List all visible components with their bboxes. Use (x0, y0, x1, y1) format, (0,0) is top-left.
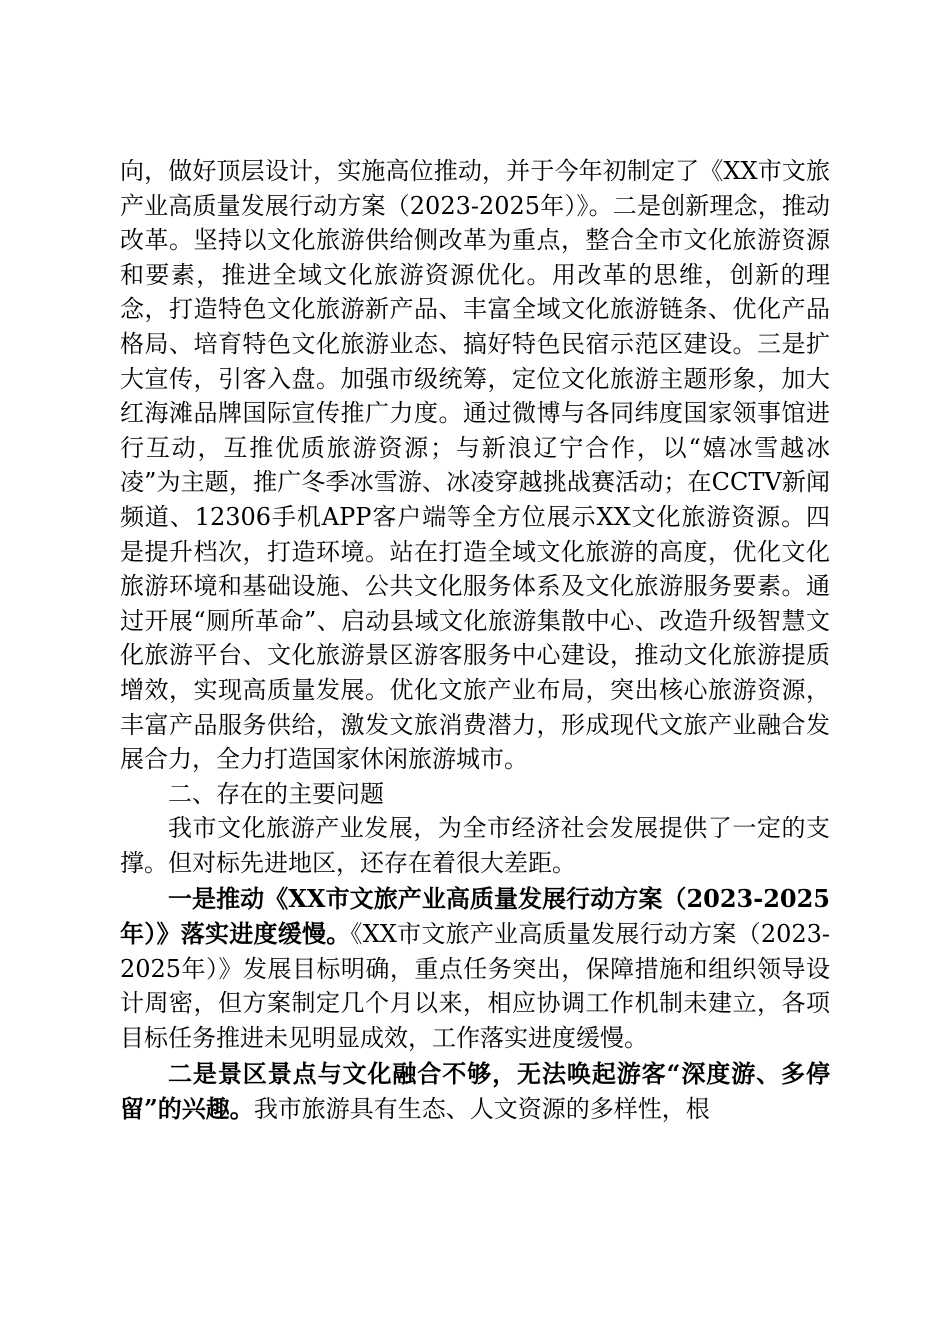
section-heading: 二、存在的主要问题 (168, 779, 384, 808)
body-paragraph-continued: 向，做好顶层设计，实施高位推动，并于今年初制定了《XX市文旅产业高质量发展行动方案（2023-2025年）》。二是创新理念，推动改革。坚持以文化旅游供给侧改革为重点，整合全市文化旅游资源和要素，推进全域文化旅游资源优化。用改革的思维，创新的理念，打造特色文化旅游新产品、丰富全域文化旅游链条、优化产品格局、培育特色文化旅游业态、搞好特色民宿示范区建设。三是扩大宣传，引客入盘。加强市级统筹，定位文化旅游主题形象，加大红海滩品牌国际宣传推广力度。通过微博与各同纬度国家领事馆进行互动，互推优质旅游资源；与新浪辽宁合作，以“嬉冰雪越冰凌”为主题，推广冬季冰雪游、冰凌穿越挑战赛活动；在CCTV新闻频道、12306手机APP客户端等全方位展示XX文化旅游资源。四是提升档次，打造环境。站在打造全域文化旅游的高度，优化文化旅游环境和基础设施、公共文化服务体系及文化旅游服务要素。通过开展“厕所革命”、启动县域文化旅游集散中心、改造升级智慧文化旅游平台、文化旅游景区游客服务中心建设，推动文化旅游提质增效，实现高质量发展。优化文旅产业布局，突出核心旅游资源，丰富产品服务供给，激发文旅消费潜力，形成现代文旅产业融合发展合力，全力打造国家休闲旅游城市。 (120, 157, 830, 774)
issue-2-lead: 二是景区景点与文化融合不够，无法唤起游客“深度游、多停留”的兴趣。 (120, 1059, 830, 1124)
document-page (120, 154, 830, 1127)
body-paragraph: 我市文化旅游产业发展，为全市经济社会发展提供了一定的支撑。但对标先进地区，还存在着很大差距。 (120, 814, 830, 877)
issue-paragraph-2 (120, 1057, 830, 1126)
issue-paragraph-1 (120, 882, 830, 1055)
issue-2-body: 我市旅游具有生态、人文资源的多样性，根 (253, 1095, 710, 1124)
issue-1-body: 《XX市文旅产业高质量发展行动方案（2023-2025年）》发展目标明确，重点任务突出，保障措施和组织领导设计周密，但方案制定几个月以来，相应协调工作机制未建立，各项目标任务推进未见明显成效，工作落实进度缓慢。 (120, 920, 831, 1052)
issue-1-lead: 一是推动《XX市文旅产业高质量发展行动方案（2023-2025年）》落实进度缓慢。 (120, 884, 830, 949)
